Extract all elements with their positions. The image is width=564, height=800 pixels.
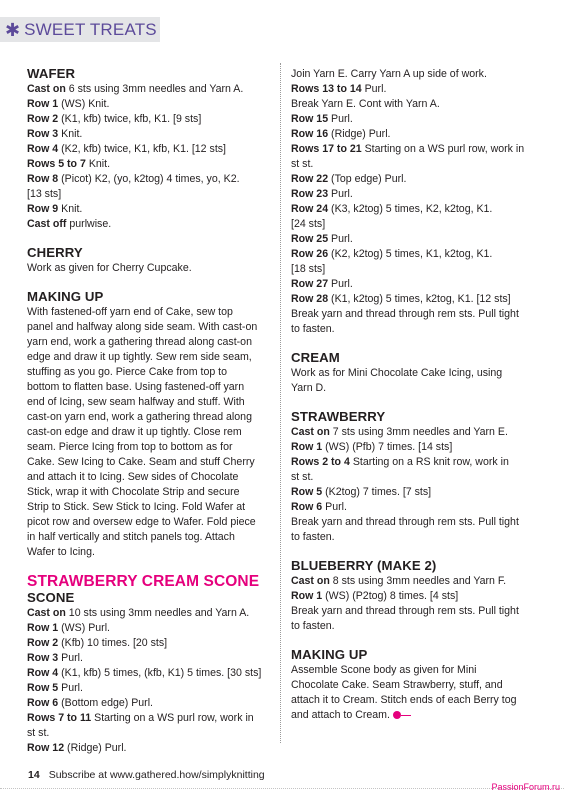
row-text: Assemble Scone body as given for Mini [291, 664, 477, 676]
cherry-instructions [27, 261, 271, 276]
row-text: Yarn D. [291, 382, 327, 394]
cherry-heading: CHERRY [27, 245, 83, 260]
row-text: (K2tog) 7 times. [7 sts] [322, 486, 432, 498]
row-text: cast-on yarn end, work a gathering thread along [27, 411, 252, 423]
page-number: 14 [28, 769, 40, 781]
row-label: Row 15 [291, 113, 329, 125]
instruction-line [27, 217, 271, 232]
row-text: Purl. [322, 501, 347, 513]
row-text: stuffing as you go. Pierce Cake from top to [27, 366, 228, 378]
row-label: Row 1 [27, 98, 59, 110]
row-label: Row 22 [291, 173, 329, 185]
wafer-heading: WAFER [27, 66, 76, 81]
instruction-line [27, 515, 271, 530]
row-text: (K3, k2tog) 5 times, K2, k2tog, K1. [328, 203, 493, 215]
row-text: st st. [27, 727, 50, 739]
row-text: Knit. [58, 203, 83, 215]
row-text: Purl. [328, 188, 353, 200]
row-label: Rows 2 to 4 [291, 456, 350, 468]
row-text: st st. [291, 471, 314, 483]
instruction-line [27, 455, 271, 470]
row-text: 8 sts using 3mm needles and Yarn F. [329, 575, 507, 587]
row-text: Join Yarn E. Carry Yarn A up side of work. [291, 68, 487, 80]
row-label: Row 28 [291, 293, 329, 305]
instruction-line [27, 350, 271, 365]
row-label: Cast off [27, 218, 67, 230]
instruction-line [291, 277, 537, 292]
instruction-line [27, 425, 271, 440]
right-column [291, 67, 537, 723]
footer-rule [0, 788, 564, 789]
row-label: Row 12 [27, 742, 65, 754]
page-footer [28, 769, 265, 781]
instruction-line [291, 574, 537, 589]
row-label: Row 25 [291, 233, 329, 245]
instruction-line [291, 67, 537, 82]
column-divider [280, 63, 281, 743]
instruction-line [27, 530, 271, 545]
row-label: Row 1 [291, 590, 323, 602]
row-text: (Ridge) Purl. [328, 128, 391, 140]
instruction-line [27, 157, 271, 172]
instruction-line [27, 651, 271, 666]
row-text: Starting on a RS knit row, work in [349, 456, 509, 468]
row-label: Row 23 [291, 188, 329, 200]
instruction-line [27, 726, 271, 741]
blueberry-heading: BLUEBERRY (MAKE 2) [291, 558, 437, 573]
row-label: Row 2 [27, 637, 59, 649]
row-text: in half vertically and stitch panels tog. Attach [27, 531, 235, 543]
instruction-line [291, 500, 537, 515]
row-label: Rows 7 to 11 [27, 712, 92, 724]
row-label: Row 16 [291, 128, 329, 140]
row-text: attach it to Cream. Stitch ends of each Berry tog [291, 694, 517, 706]
row-text: (K1, k2tog) 5 times, k2tog, K1. [12 sts] [328, 293, 511, 305]
row-text: Purl. [328, 278, 353, 290]
yarn-ball-icon [393, 711, 401, 719]
instruction-line [291, 142, 537, 157]
row-text: Purl. [328, 233, 353, 245]
row-text: and attach it to Icing. Sew sides of Chocolate [27, 471, 239, 483]
row-text: Cake. Sew Icing to Cake. Seam and stuff Cherry [27, 456, 255, 468]
row-text: (WS) Knit. [58, 98, 110, 110]
row-text: Stick, wrap it with Chocolate Strip and secure [27, 486, 240, 498]
cream-heading: CREAM [291, 350, 340, 365]
row-text: (WS) Purl. [58, 622, 110, 634]
row-label: Row 5 [27, 682, 59, 694]
instruction-line [291, 708, 537, 723]
row-text: (Kfb) 10 times. [20 sts] [58, 637, 168, 649]
row-text: to fasten. [291, 620, 335, 632]
instruction-line [291, 187, 537, 202]
row-label: Rows 17 to 21 [291, 143, 362, 155]
row-text: Work as given for Cherry Cupcake. [27, 262, 192, 274]
row-label: Row 24 [291, 203, 329, 215]
scone-continued-instructions [291, 67, 537, 337]
instruction-line [291, 82, 537, 97]
row-text: Purl. [361, 83, 387, 95]
row-label: Cast on [27, 83, 66, 95]
row-text: end of Icing, sew seam halfway and stuff. With [27, 396, 245, 408]
row-text: (K1, kfb) 5 times, (kfb, K1) 5 times. [30 sts] [58, 667, 262, 679]
strawberry-heading: STRAWBERRY [291, 409, 386, 424]
instruction-line [291, 366, 537, 381]
row-text: Purl. [58, 652, 83, 664]
instruction-line [291, 485, 537, 500]
instruction-line [27, 741, 271, 756]
instruction-line [27, 335, 271, 350]
row-text: Purl. [328, 113, 353, 125]
instruction-line [291, 604, 537, 619]
instruction-line [291, 112, 537, 127]
row-text: Break yarn and thread through rem sts. Pull tight [291, 516, 519, 528]
row-label: Row 3 [27, 128, 59, 140]
instruction-line [27, 485, 271, 500]
instruction-line [291, 247, 537, 262]
instruction-line [291, 589, 537, 604]
instruction-line [27, 142, 271, 157]
instruction-line [27, 410, 271, 425]
row-text: (Picot) K2, (yo, k2tog) 4 times, yo, K2. [58, 173, 240, 185]
instruction-line [291, 619, 537, 634]
row-label: Row 26 [291, 248, 329, 260]
instruction-line [27, 261, 271, 276]
making-up-heading: MAKING UP [27, 289, 104, 304]
row-text: [13 sts] [27, 188, 62, 200]
instruction-line [291, 217, 537, 232]
row-text: (Ridge) Purl. [64, 742, 127, 754]
row-text: panel and halfway along side seam. With cast-on [27, 321, 258, 333]
row-text: seam. Pierce Icing from top to bottom as for [27, 441, 233, 453]
instruction-line [27, 395, 271, 410]
row-label: Cast on [291, 575, 330, 587]
instruction-line [27, 500, 271, 515]
row-text: Knit. [85, 158, 111, 170]
row-text: edge and draw it up tightly. Sew rem side seam, [27, 351, 252, 363]
row-label: Rows 5 to 7 [27, 158, 86, 170]
strawberry-instructions [291, 425, 537, 545]
instruction-line [291, 97, 537, 112]
row-text: 6 sts using 3mm needles and Yarn A. [65, 83, 244, 95]
row-text: yarn end, work a gathering thread along cast-on [27, 336, 252, 348]
scone-instructions [27, 606, 271, 756]
instruction-line [291, 127, 537, 142]
section-title: SWEET TREATS [24, 19, 157, 39]
instruction-line [27, 666, 271, 681]
final-making-up-instructions [291, 663, 537, 723]
instruction-line [291, 515, 537, 530]
row-text: (WS) (P2tog) 8 times. [4 sts] [322, 590, 459, 602]
instruction-line [27, 470, 271, 485]
instruction-line [27, 127, 271, 142]
row-label: Cast on [291, 426, 330, 438]
row-label: Row 2 [27, 113, 59, 125]
row-text: Purl. [58, 682, 83, 694]
row-text: Break yarn and thread through rem sts. Pull tight [291, 605, 519, 617]
row-text: purlwise. [66, 218, 112, 230]
instruction-line [291, 322, 537, 337]
instruction-line [27, 97, 271, 112]
row-text: Chocolate Cake. Seam Strawberry, stuff, and [291, 679, 503, 691]
instruction-line [27, 621, 271, 636]
instruction-line [291, 530, 537, 545]
row-text: [24 sts] [291, 218, 326, 230]
row-text: Work as for Mini Chocolate Cake Icing, using [291, 367, 503, 379]
section-header [0, 17, 160, 42]
making-up-instructions [27, 305, 271, 560]
instruction-line [291, 425, 537, 440]
instruction-line [291, 470, 537, 485]
row-text: 7 sts using 3mm needles and Yarn E. [329, 426, 508, 438]
instruction-line [291, 307, 537, 322]
instruction-line [291, 678, 537, 693]
row-label: Row 3 [27, 652, 59, 664]
scone-recipe-title: STRAWBERRY CREAM SCONE [27, 573, 260, 590]
row-text: bottom to flatten base. Using fastened-off yarn [27, 381, 245, 393]
instruction-line [291, 381, 537, 396]
instruction-line [27, 305, 271, 320]
subscribe-link[interactable]: Subscribe at www.gathered.how/simplyknitting [48, 769, 265, 781]
instruction-line [27, 320, 271, 335]
instruction-line [27, 636, 271, 651]
row-label: Row 5 [291, 486, 323, 498]
row-text: and attach to Cream. [291, 709, 390, 721]
row-text: (K2, kfb) twice, K1, kfb, K1. [12 sts] [58, 143, 227, 155]
instruction-line [27, 202, 271, 217]
instruction-line [27, 696, 271, 711]
scone-heading: SCONE [27, 590, 75, 605]
row-text: 10 sts using 3mm needles and Yarn A. [65, 607, 250, 619]
row-text: (WS) (Pfb) 7 times. [14 sts] [322, 441, 453, 453]
row-label: Row 9 [27, 203, 59, 215]
instruction-line [27, 711, 271, 726]
row-text: Starting on a WS purl row, work in [91, 712, 254, 724]
instruction-line [291, 693, 537, 708]
instruction-line [27, 112, 271, 127]
watermark: PassionForum.ru [491, 782, 560, 792]
instruction-line [27, 172, 271, 187]
row-label: Rows 13 to 14 [291, 83, 362, 95]
row-label: Row 1 [27, 622, 59, 634]
instruction-line [27, 681, 271, 696]
row-label: Cast on [27, 607, 66, 619]
row-text: to fasten. [291, 323, 335, 335]
row-text: [18 sts] [291, 263, 326, 275]
instruction-line [27, 82, 271, 97]
row-text: cast-on edge and draw it up tightly. Close rem [27, 426, 242, 438]
row-text: Knit. [58, 128, 83, 140]
row-text: st st. [291, 158, 314, 170]
row-text: (Top edge) Purl. [328, 173, 407, 185]
row-text: to fasten. [291, 531, 335, 543]
row-text: Wafer to Icing. [27, 546, 95, 558]
instruction-line [291, 172, 537, 187]
row-text: (K1, kfb) twice, kfb, K1. [9 sts] [58, 113, 202, 125]
instruction-line [27, 380, 271, 395]
instruction-line [27, 545, 271, 560]
row-label: Row 4 [27, 143, 59, 155]
instruction-line [291, 455, 537, 470]
row-text: With fastened-off yarn end of Cake, sew top [27, 306, 233, 318]
row-label: Row 4 [27, 667, 59, 679]
blueberry-instructions [291, 574, 537, 634]
row-label: Row 8 [27, 173, 59, 185]
asterisk-icon: ✱ [5, 19, 21, 40]
instruction-line [291, 157, 537, 172]
left-column [27, 66, 271, 756]
cream-instructions [291, 366, 537, 396]
instruction-line [27, 365, 271, 380]
instruction-line [291, 202, 537, 217]
row-text: Strip to Stick. Sew Stick to Icing. Fold Wafer at [27, 501, 246, 513]
row-label: Row 1 [291, 441, 323, 453]
instruction-line [27, 187, 271, 202]
row-text: (K2, k2tog) 5 times, K1, k2tog, K1. [328, 248, 493, 260]
row-label: Row 27 [291, 278, 329, 290]
instruction-line [27, 606, 271, 621]
row-label: Row 6 [291, 501, 323, 513]
instruction-line [291, 440, 537, 455]
row-text: Break yarn and thread through rem sts. Pull tight [291, 308, 519, 320]
instruction-line [27, 440, 271, 455]
row-label: Row 6 [27, 697, 59, 709]
final-making-up-heading: MAKING UP [291, 647, 368, 662]
instruction-line [291, 262, 537, 277]
row-text: picot row and oversew edge to Wafer. Fold piece [27, 516, 256, 528]
instruction-line [291, 232, 537, 247]
row-text: Starting on a WS purl row, work in [361, 143, 525, 155]
row-text: Break Yarn E. Cont with Yarn A. [291, 98, 440, 110]
instruction-line [291, 292, 537, 307]
row-text: (Bottom edge) Purl. [58, 697, 153, 709]
wafer-instructions [27, 82, 271, 232]
yarn-tail-icon [401, 715, 411, 716]
instruction-line [291, 663, 537, 678]
